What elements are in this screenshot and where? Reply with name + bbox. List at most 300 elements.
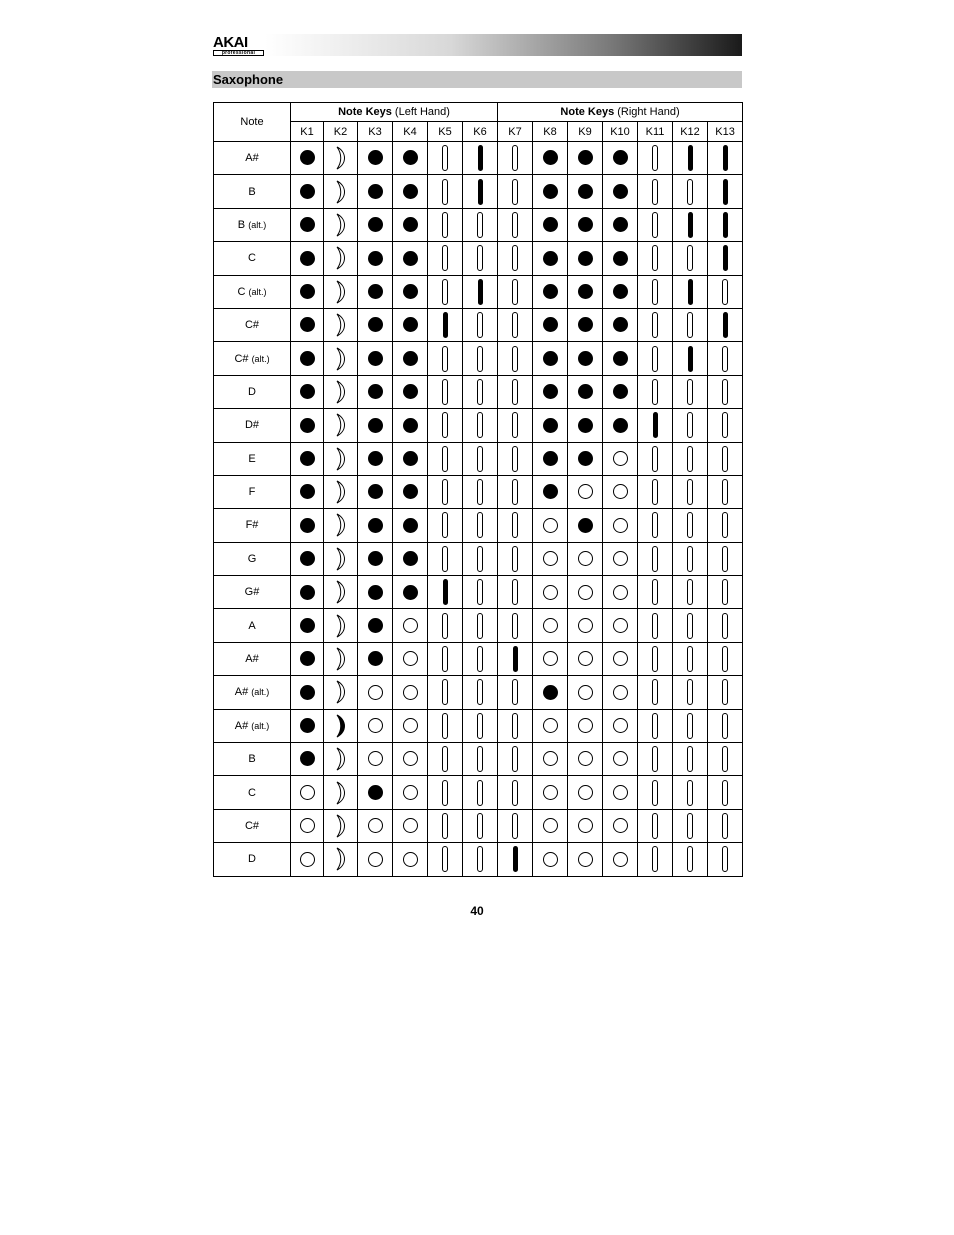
note-name: C# <box>244 319 260 332</box>
round-key-pressed-icon <box>368 585 383 600</box>
key-cell-k7 <box>498 308 533 341</box>
key-cell-k7 <box>498 375 533 408</box>
key-header-k9: K9 <box>568 122 603 142</box>
table-row <box>214 576 743 609</box>
table-row <box>214 642 743 675</box>
round-key-open-icon <box>613 651 628 666</box>
key-cell-k9 <box>568 208 603 241</box>
long-key-open-icon <box>652 245 658 271</box>
round-key-pressed-icon <box>543 251 558 266</box>
key-cell-k12 <box>673 809 708 842</box>
round-key-open-icon <box>543 518 558 533</box>
key-header-k8: K8 <box>533 122 568 142</box>
crescent-key-open-icon <box>335 313 347 337</box>
round-key-open-icon <box>578 585 593 600</box>
key-cell-k3 <box>358 409 393 442</box>
long-key-pressed-icon <box>478 179 483 205</box>
long-key-open-icon <box>652 846 658 872</box>
key-cell-k9 <box>568 409 603 442</box>
key-cell-k3 <box>358 175 393 208</box>
key-cell-k3 <box>358 609 393 642</box>
key-cell-k5 <box>428 342 463 375</box>
round-key-pressed-icon <box>403 418 418 433</box>
key-cell-k9 <box>568 576 603 609</box>
key-cell-k6 <box>463 542 498 575</box>
long-key-open-icon <box>687 679 693 705</box>
note-cell <box>214 242 291 275</box>
long-key-open-icon <box>687 579 693 605</box>
key-cell-k12 <box>673 743 708 776</box>
round-key-open-icon <box>368 685 383 700</box>
table-row <box>214 743 743 776</box>
key-cell-k6 <box>463 475 498 508</box>
long-key-open-icon <box>442 212 448 238</box>
key-cell-k9 <box>568 475 603 508</box>
key-cell-k2 <box>324 208 358 241</box>
alt-label: (alt.) <box>251 687 270 698</box>
alt-label: (alt.) <box>248 219 267 230</box>
round-key-pressed-icon <box>578 251 593 266</box>
section-title-bar <box>212 71 742 88</box>
key-cell-k1 <box>291 809 324 842</box>
round-key-open-icon <box>543 852 558 867</box>
key-cell-k13 <box>708 743 743 776</box>
round-key-open-icon <box>300 852 315 867</box>
key-header-k12: K12 <box>673 122 708 142</box>
round-key-pressed-icon <box>578 351 593 366</box>
long-key-open-icon <box>512 379 518 405</box>
long-key-pressed-icon <box>688 279 693 305</box>
note-cell <box>214 409 291 442</box>
alt-label: (alt.) <box>251 720 270 731</box>
note-name: F <box>248 486 256 499</box>
note-name: C <box>248 252 256 265</box>
long-key-pressed-icon <box>478 145 483 171</box>
long-key-open-icon <box>477 679 483 705</box>
key-cell-k12 <box>673 142 708 175</box>
long-key-open-icon <box>722 379 728 405</box>
long-key-pressed-icon <box>478 279 483 305</box>
key-cell-k10 <box>603 409 638 442</box>
long-key-pressed-icon <box>723 245 728 271</box>
long-key-open-icon <box>722 446 728 472</box>
key-cell-k11 <box>638 509 673 542</box>
long-key-open-icon <box>442 412 448 438</box>
note-name: A# <box>245 653 259 666</box>
key-cell-k12 <box>673 509 708 542</box>
key-cell-k5 <box>428 743 463 776</box>
key-cell-k4 <box>393 375 428 408</box>
round-key-open-icon <box>578 685 593 700</box>
key-cell-k1 <box>291 175 324 208</box>
round-key-open-icon <box>613 451 628 466</box>
key-cell-k10 <box>603 843 638 876</box>
key-cell-k6 <box>463 576 498 609</box>
long-key-pressed-icon <box>513 646 518 672</box>
key-cell-k8 <box>533 776 568 809</box>
key-cell-k8 <box>533 843 568 876</box>
crescent-key-open-icon <box>335 781 347 805</box>
long-key-open-icon <box>477 245 483 271</box>
note-name: A# <box>234 719 249 732</box>
key-cell-k3 <box>358 275 393 308</box>
round-key-pressed-icon <box>368 384 383 399</box>
key-cell-k2 <box>324 743 358 776</box>
note-cell <box>214 142 291 175</box>
long-key-open-icon <box>512 613 518 639</box>
key-cell-k3 <box>358 142 393 175</box>
long-key-open-icon <box>477 446 483 472</box>
long-key-open-icon <box>722 613 728 639</box>
round-key-open-icon <box>300 785 315 800</box>
key-cell-k11 <box>638 442 673 475</box>
key-cell-k8 <box>533 542 568 575</box>
table-row <box>214 843 743 876</box>
long-key-open-icon <box>442 679 448 705</box>
round-key-pressed-icon <box>403 150 418 165</box>
key-cell-k10 <box>603 442 638 475</box>
key-cell-k9 <box>568 242 603 275</box>
round-key-pressed-icon <box>403 351 418 366</box>
long-key-open-icon <box>477 379 483 405</box>
key-cell-k13 <box>708 208 743 241</box>
long-key-open-icon <box>687 646 693 672</box>
key-cell-k6 <box>463 509 498 542</box>
key-cell-k13 <box>708 709 743 742</box>
round-key-pressed-icon <box>613 284 628 299</box>
key-cell-k12 <box>673 208 708 241</box>
round-key-pressed-icon <box>613 150 628 165</box>
key-cell-k12 <box>673 175 708 208</box>
key-cell-k1 <box>291 342 324 375</box>
key-cell-k1 <box>291 275 324 308</box>
key-cell-k1 <box>291 142 324 175</box>
key-cell-k9 <box>568 442 603 475</box>
key-cell-k8 <box>533 275 568 308</box>
key-cell-k5 <box>428 208 463 241</box>
key-cell-k5 <box>428 442 463 475</box>
key-cell-k12 <box>673 275 708 308</box>
round-key-pressed-icon <box>613 251 628 266</box>
key-cell-k13 <box>708 642 743 675</box>
crescent-key-open-icon <box>335 814 347 838</box>
round-key-pressed-icon <box>300 685 315 700</box>
right-hand-group-rest: (Right Hand) <box>614 106 680 118</box>
round-key-pressed-icon <box>368 251 383 266</box>
long-key-open-icon <box>687 245 693 271</box>
crescent-key-open-icon <box>335 513 347 537</box>
alt-label: (alt.) <box>248 286 267 297</box>
round-key-pressed-icon <box>300 551 315 566</box>
key-cell-k5 <box>428 642 463 675</box>
round-key-pressed-icon <box>543 317 558 332</box>
key-cell-k13 <box>708 308 743 341</box>
note-name: D# <box>244 419 260 432</box>
round-key-pressed-icon <box>578 384 593 399</box>
round-key-open-icon <box>613 585 628 600</box>
note-cell <box>214 776 291 809</box>
long-key-open-icon <box>722 579 728 605</box>
key-cell-k8 <box>533 308 568 341</box>
note-cell <box>214 275 291 308</box>
long-key-open-icon <box>652 379 658 405</box>
round-key-open-icon <box>403 685 418 700</box>
round-key-pressed-icon <box>578 184 593 199</box>
round-key-pressed-icon <box>300 251 315 266</box>
round-key-pressed-icon <box>300 217 315 232</box>
round-key-open-icon <box>300 818 315 833</box>
long-key-open-icon <box>722 346 728 372</box>
round-key-pressed-icon <box>368 484 383 499</box>
long-key-open-icon <box>477 646 483 672</box>
round-key-open-icon <box>578 484 593 499</box>
key-cell-k5 <box>428 375 463 408</box>
table-row <box>214 709 743 742</box>
key-cell-k2 <box>324 175 358 208</box>
table-row <box>214 375 743 408</box>
key-cell-k10 <box>603 509 638 542</box>
round-key-pressed-icon <box>368 317 383 332</box>
note-cell <box>214 542 291 575</box>
round-key-pressed-icon <box>300 150 315 165</box>
long-key-open-icon <box>722 679 728 705</box>
key-header-row <box>214 122 743 142</box>
round-key-pressed-icon <box>300 184 315 199</box>
table-row <box>214 275 743 308</box>
key-header-k7: K7 <box>498 122 533 142</box>
long-key-open-icon <box>722 479 728 505</box>
round-key-pressed-icon <box>403 551 418 566</box>
key-header-k13: K13 <box>708 122 743 142</box>
key-cell-k13 <box>708 242 743 275</box>
round-key-pressed-icon <box>613 418 628 433</box>
round-key-pressed-icon <box>368 351 383 366</box>
note-name: F# <box>245 519 259 532</box>
key-cell-k13 <box>708 375 743 408</box>
key-cell-k11 <box>638 843 673 876</box>
round-key-open-icon <box>403 852 418 867</box>
key-cell-k1 <box>291 475 324 508</box>
key-cell-k7 <box>498 542 533 575</box>
round-key-pressed-icon <box>543 217 558 232</box>
key-cell-k5 <box>428 475 463 508</box>
long-key-open-icon <box>687 546 693 572</box>
key-cell-k13 <box>708 609 743 642</box>
round-key-open-icon <box>403 751 418 766</box>
round-key-pressed-icon <box>403 585 418 600</box>
long-key-open-icon <box>477 412 483 438</box>
round-key-pressed-icon <box>300 618 315 633</box>
key-cell-k2 <box>324 809 358 842</box>
long-key-open-icon <box>652 646 658 672</box>
note-cell <box>214 175 291 208</box>
key-cell-k11 <box>638 175 673 208</box>
key-cell-k4 <box>393 308 428 341</box>
key-cell-k10 <box>603 809 638 842</box>
key-cell-k7 <box>498 509 533 542</box>
round-key-pressed-icon <box>578 418 593 433</box>
long-key-open-icon <box>512 245 518 271</box>
key-cell-k2 <box>324 609 358 642</box>
long-key-open-icon <box>652 512 658 538</box>
key-cell-k13 <box>708 843 743 876</box>
key-cell-k2 <box>324 475 358 508</box>
key-cell-k7 <box>498 676 533 709</box>
long-key-open-icon <box>687 780 693 806</box>
key-cell-k4 <box>393 709 428 742</box>
key-cell-k1 <box>291 843 324 876</box>
key-cell-k4 <box>393 342 428 375</box>
round-key-pressed-icon <box>403 518 418 533</box>
round-key-pressed-icon <box>543 351 558 366</box>
crescent-key-open-icon <box>335 447 347 471</box>
long-key-open-icon <box>722 546 728 572</box>
key-cell-k4 <box>393 776 428 809</box>
key-cell-k1 <box>291 642 324 675</box>
round-key-open-icon <box>578 618 593 633</box>
long-key-pressed-icon <box>513 846 518 872</box>
key-cell-k9 <box>568 142 603 175</box>
note-name: B <box>237 218 246 231</box>
round-key-open-icon <box>613 751 628 766</box>
key-cell-k10 <box>603 308 638 341</box>
long-key-open-icon <box>652 679 658 705</box>
key-cell-k13 <box>708 442 743 475</box>
key-cell-k13 <box>708 776 743 809</box>
key-cell-k1 <box>291 676 324 709</box>
key-cell-k2 <box>324 375 358 408</box>
table-row <box>214 809 743 842</box>
crescent-key-open-icon <box>335 847 347 871</box>
long-key-open-icon <box>512 346 518 372</box>
long-key-open-icon <box>512 212 518 238</box>
round-key-pressed-icon <box>300 585 315 600</box>
crescent-key-open-icon <box>335 246 347 270</box>
key-cell-k11 <box>638 208 673 241</box>
round-key-pressed-icon <box>403 451 418 466</box>
key-header-k3: K3 <box>358 122 393 142</box>
table-row <box>214 175 743 208</box>
key-cell-k1 <box>291 208 324 241</box>
long-key-open-icon <box>687 613 693 639</box>
key-cell-k7 <box>498 709 533 742</box>
long-key-open-icon <box>442 746 448 772</box>
key-cell-k11 <box>638 475 673 508</box>
key-cell-k13 <box>708 342 743 375</box>
key-cell-k11 <box>638 542 673 575</box>
key-cell-k7 <box>498 475 533 508</box>
long-key-open-icon <box>442 646 448 672</box>
key-cell-k4 <box>393 175 428 208</box>
key-cell-k4 <box>393 642 428 675</box>
table-row <box>214 342 743 375</box>
round-key-open-icon <box>543 585 558 600</box>
key-cell-k2 <box>324 342 358 375</box>
key-cell-k8 <box>533 576 568 609</box>
round-key-pressed-icon <box>300 351 315 366</box>
round-key-pressed-icon <box>578 150 593 165</box>
group-header-row <box>214 103 743 122</box>
key-cell-k2 <box>324 709 358 742</box>
long-key-open-icon <box>512 412 518 438</box>
long-key-open-icon <box>687 713 693 739</box>
key-cell-k1 <box>291 576 324 609</box>
round-key-pressed-icon <box>300 718 315 733</box>
key-cell-k1 <box>291 375 324 408</box>
fingering-table-body <box>214 142 743 877</box>
key-cell-k1 <box>291 542 324 575</box>
key-cell-k2 <box>324 275 358 308</box>
long-key-pressed-icon <box>443 579 448 605</box>
round-key-pressed-icon <box>613 217 628 232</box>
key-cell-k13 <box>708 676 743 709</box>
key-cell-k3 <box>358 776 393 809</box>
round-key-pressed-icon <box>403 251 418 266</box>
key-cell-k8 <box>533 242 568 275</box>
long-key-open-icon <box>512 145 518 171</box>
key-cell-k4 <box>393 609 428 642</box>
key-cell-k5 <box>428 409 463 442</box>
long-key-open-icon <box>652 145 658 171</box>
long-key-open-icon <box>722 279 728 305</box>
key-cell-k6 <box>463 609 498 642</box>
table-row <box>214 542 743 575</box>
round-key-open-icon <box>403 651 418 666</box>
long-key-open-icon <box>442 479 448 505</box>
crescent-key-open-icon <box>335 647 347 671</box>
key-cell-k8 <box>533 442 568 475</box>
long-key-open-icon <box>652 179 658 205</box>
round-key-open-icon <box>613 785 628 800</box>
key-cell-k8 <box>533 409 568 442</box>
long-key-open-icon <box>652 479 658 505</box>
key-cell-k5 <box>428 609 463 642</box>
key-cell-k5 <box>428 709 463 742</box>
key-cell-k5 <box>428 676 463 709</box>
crescent-key-open-icon <box>335 213 347 237</box>
key-cell-k5 <box>428 576 463 609</box>
key-cell-k6 <box>463 743 498 776</box>
key-cell-k7 <box>498 642 533 675</box>
long-key-open-icon <box>477 479 483 505</box>
round-key-open-icon <box>368 852 383 867</box>
note-name: D <box>248 853 256 866</box>
table-row <box>214 609 743 642</box>
long-key-open-icon <box>722 713 728 739</box>
round-key-open-icon <box>543 618 558 633</box>
long-key-pressed-icon <box>653 412 658 438</box>
long-key-open-icon <box>442 279 448 305</box>
crescent-key-pressed-icon <box>335 714 347 738</box>
key-cell-k9 <box>568 275 603 308</box>
key-cell-k5 <box>428 509 463 542</box>
long-key-pressed-icon <box>688 212 693 238</box>
key-cell-k7 <box>498 242 533 275</box>
crescent-key-open-icon <box>335 580 347 604</box>
key-cell-k5 <box>428 542 463 575</box>
key-cell-k4 <box>393 809 428 842</box>
long-key-pressed-icon <box>688 145 693 171</box>
round-key-pressed-icon <box>543 451 558 466</box>
round-key-pressed-icon <box>613 384 628 399</box>
crescent-key-open-icon <box>335 146 347 170</box>
round-key-open-icon <box>613 551 628 566</box>
round-key-open-icon <box>578 651 593 666</box>
note-cell <box>214 208 291 241</box>
round-key-open-icon <box>403 718 418 733</box>
long-key-open-icon <box>687 412 693 438</box>
alt-label: (alt.) <box>251 353 270 364</box>
